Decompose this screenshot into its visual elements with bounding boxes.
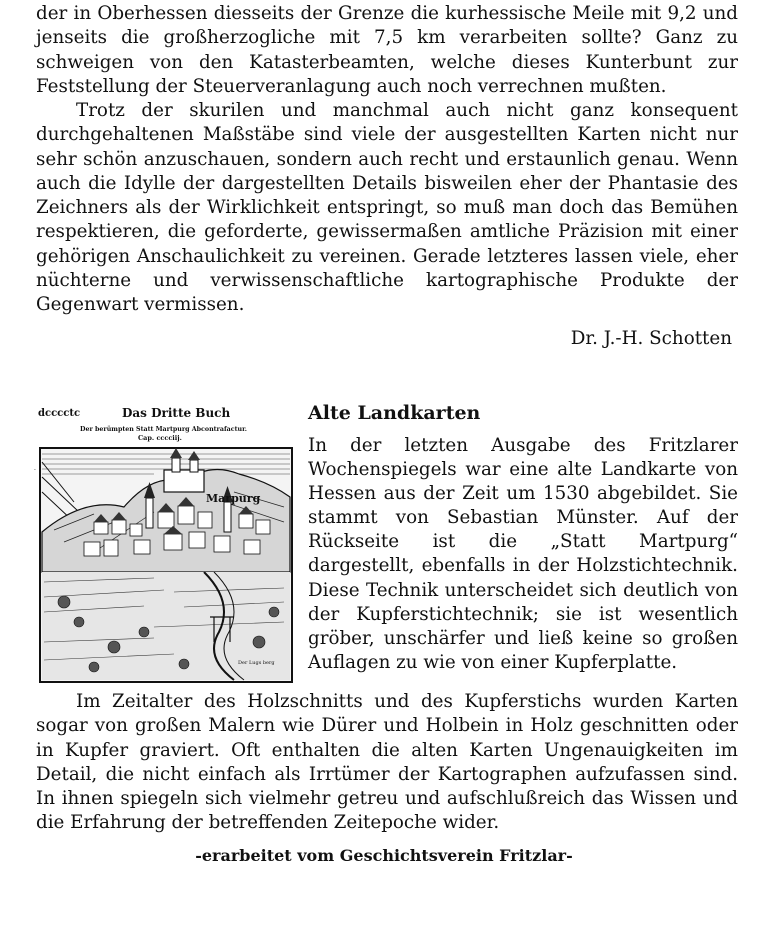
woodcut-page-number: dcccctc xyxy=(38,408,81,419)
article1-paragraph-1: der in Oberhessen diesseits der Grenze die kurhessische Meile mit 9,2 und jenseits die großherzogliche mit 7,5 km verarbeiten sollte? Ganz zu schweigen von den Katasterbeamten, welche dieses Kunterbunt zur Feststellung der Steuerveranlagung auch noch verrechnen mußten. xyxy=(36,3,738,97)
woodcut-caption-line-1: Der berümpten Statt Martpurg Abcontrafactur. xyxy=(80,426,247,433)
article2-paragraph-2: Im Zeitalter des Holzschnitts und des Kupferstichs wurden Karten sogar von großen Malern wie Dürer und Holbein in Holz geschnitten oder in Kupfer graviert. Oft enthalten die alten Karten Ungenauigkeiten im Detail, die nicht einfach als Irrtümer der Kartographen aufzufassen sind. In ihnen spiegeln sich vielmehr getreu und aufschlußreich das Wissen und die Erfahrung der betreffenden Zeitepoche wider. xyxy=(36,691,738,834)
article-title: Alte Landkarten xyxy=(308,402,481,424)
woodcut-book-title: Das Dritte Buch xyxy=(122,406,231,420)
article-credit: -erarbeitet vom Geschichtsverein Fritzlar- xyxy=(195,846,573,865)
woodcut-river-label: Der Lugs berg xyxy=(238,660,275,666)
woodcut-caption-line-2: Cap. cccciij. xyxy=(138,434,182,442)
author-signature: Dr. J.-H. Schotten xyxy=(570,328,732,349)
woodcut-city-label: Marpurg xyxy=(206,492,261,505)
marburg-woodcut-illustration xyxy=(34,402,295,685)
article1-paragraph-2: Trotz der skurilen und manchmal auch nicht ganz konsequent durchgehaltenen Maßstäbe sind viele der ausgestellten Karten nicht nur sehr schön anzuschauen, sondern auch recht und erstaunlich genau. Wenn auch die Idylle der dargestellten Details bisweilen eher der Phantasie des Zeichners als der Wirklichkeit entspringt, so muß man doch das Bemühen respektieren, die geforderte, gewissermaßen amtliche Präzision mit einer gehörigen Anschaulichkeit zu vereinen. Gerade letzteres lassen viele, eher nüchterne und verwissenschaftliche kartographische Produkte der Gegenwart vermissen. xyxy=(36,100,738,316)
article2-paragraph-1: In der letzten Ausgabe des Fritzlarer Wochenspiegels war eine alte Landkarte von Hessen aus der Zeit um 1530 abgebildet. Sie stammt von Sebastian Münster. Auf der Rückseite ist die „Statt Martpurg“ dargestellt, ebenfalls in der Holzstichtechnik. Diese Technik unterscheidet sich deutlich von der Kupferstichtechnik; sie ist wesentlich gröber, unschärfer und ließ keine so großen Auflagen zu wie von einer Kupferplatte. xyxy=(308,435,738,673)
svg-text:·: · xyxy=(34,467,36,474)
